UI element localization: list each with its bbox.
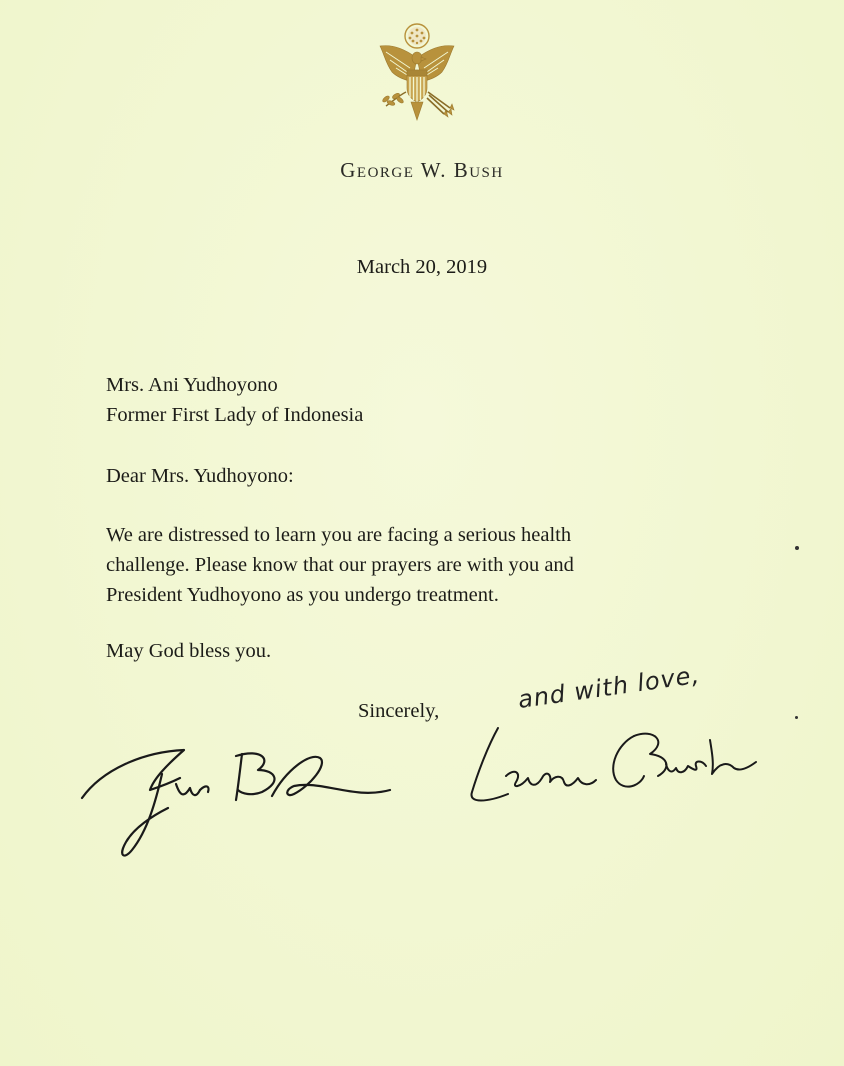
closing: Sincerely, (358, 700, 440, 722)
body-line: We are distressed to learn you are facing a serious health (106, 524, 572, 546)
letterhead-name: George W. Bush (340, 158, 504, 182)
presidential-eagle-seal-icon (366, 20, 468, 128)
paper-speck (795, 546, 799, 550)
signature-laura-bush (458, 716, 778, 826)
letter-date: March 20, 2019 (356, 256, 488, 278)
handwritten-postscript: and with love, (516, 660, 702, 714)
signature-george-w-bush (72, 730, 402, 870)
recipient-name: Mrs. Ani Yudhoyono (106, 374, 278, 396)
recipient-title: Former First Lady of Indonesia (106, 404, 364, 426)
paper-speck (795, 716, 798, 719)
body-line: President Yudhoyono as you undergo treatment. (106, 584, 499, 606)
blessing: May God bless you. (106, 640, 272, 662)
body-line: challenge. Please know that our prayers are with you and (106, 554, 574, 576)
salutation: Dear Mrs. Yudhoyono: (106, 465, 294, 487)
